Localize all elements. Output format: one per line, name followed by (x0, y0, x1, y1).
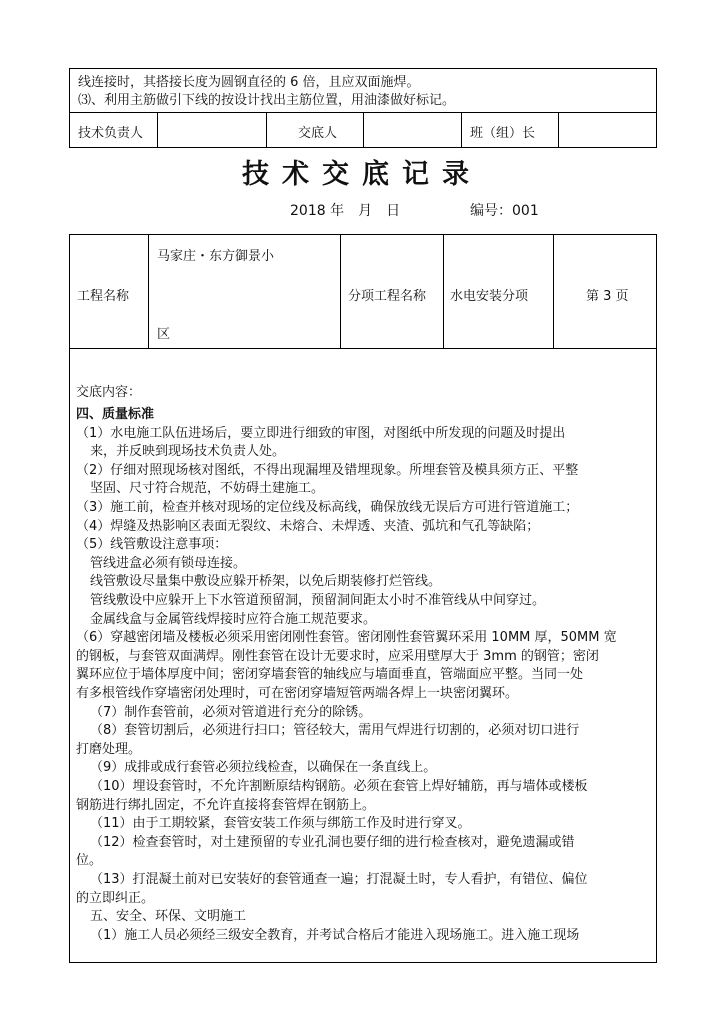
content-line: （10）埋设套管时，不允许割断原结构钢筋。必须在套管上焊好辅筋，再与墙体或楼板 (90, 779, 588, 794)
content-line: （8）套管切割后，必须进行扫口；管径较大，需用气焊进行切割的，必须对切口进行 (90, 723, 580, 739)
content-line: （2）仔细对照现场核对图纸，不得出现漏埋及错埋现象。所埋套管及模具须方正、平整 (76, 462, 579, 478)
content-line: （1）水电施工队伍进场后，要立即进行细致的审图，对图纸中所发现的问题及时提出 (76, 425, 566, 441)
content-line: 四、质量标准 (76, 407, 155, 422)
content-line: 五、安全、环保、文明施工 (90, 909, 247, 925)
info-col-2 (340, 234, 341, 349)
page-number: 第 3 页 (586, 289, 629, 304)
top-table-border-right (656, 68, 657, 148)
top-table-border-left (69, 68, 70, 148)
content-line: 有多根管线作穿墙密闭处理时，可在密闭穿墙短管两端各焊上一块密闭翼环。 (76, 686, 519, 701)
content-line: （5）线管敷设注意事项： (76, 537, 228, 553)
top-table-col-5 (558, 112, 559, 148)
content-line: （13）打混凝土前对已安装好的套管通查一遍；打混凝土时，专人看护，有错位、偏位 (90, 872, 588, 887)
main-table-info-divider (69, 348, 657, 349)
content-line: 金属线盒与金属管线焊接时应符合施工规范要求。 (90, 611, 377, 627)
date-line: 2018 年 月 日 (290, 203, 401, 219)
content-line: 打磨处理。 (76, 741, 142, 757)
top-table-col-2 (266, 112, 267, 148)
content-line: 钢筋进行绑扎固定，不允许直接将套管焊在钢筋上。 (76, 797, 376, 813)
briefer-label: 交底人 (298, 126, 338, 141)
top-table-col-4 (461, 112, 462, 148)
top-table-col-1 (157, 112, 158, 148)
main-table-border-top (69, 234, 657, 235)
subproject-label: 分项工程名称 (348, 289, 427, 304)
tech-lead-label: 技术负责人 (78, 126, 144, 141)
content-line: 线管敷设尽量集中敷设应躲开桥架，以免后期装修打烂管线。 (90, 574, 442, 590)
content-line: （11）由于工期较紧，套管安装工作须与绑筋工作及时进行穿叉。 (90, 816, 471, 832)
content-line: （7）制作套管前，必须对管道进行充分的除锈。 (90, 704, 372, 720)
info-col-1 (148, 234, 149, 349)
content-line: 翼环应位于墙体厚度中间；密闭穿墙套管的轴线应与墙面垂直，管端面应平整。当同一处 (76, 667, 584, 683)
top-text-line-2: ⑶、利用主筋做引下线的按设计找出主筋位置，用油漆做好标记。 (78, 93, 456, 108)
project-name-value-line-2: 区 (157, 327, 171, 342)
project-name-value-line-1: 马家庄・东方御景小 (157, 249, 275, 264)
subproject-value: 水电安装分项 (450, 289, 529, 304)
content-line: 的钢板，与套管双面满焊。刚性套管在设计无要求时，应采用壁厚大于 3mm 的钢管；密闭 (76, 648, 599, 664)
content-line: （4）焊缝及热影响区表面无裂纹、未熔合、未焊透、夹渣、弧坑和气孔等缺陷； (76, 518, 540, 534)
content-line: 的立即纠正。 (76, 890, 155, 906)
content-line: （6）穿越密闭墙及楼板必须采用密闭刚性套管。密闭刚性套管翼环采用 10MM 厚，50MM 宽 (76, 630, 617, 646)
content-line: （3）施工前，检查并核对现场的定位线及标高线，确保放线无误后方可进行管道施工； (76, 500, 579, 515)
content-line: 管线进盒必须有锁母连接。 (90, 555, 247, 571)
top-table-border-top (69, 68, 657, 69)
content-heading: 交底内容： (76, 385, 142, 400)
content-line: （9）成排或成行套管必须拉线检查，以确保在一条直线上。 (90, 760, 437, 776)
top-text-line-1: 线连接时，其搭接长度为圆钢直径的 6 倍，且应双面施焊。 (78, 75, 420, 90)
record-number: 编号：001 (470, 203, 539, 219)
page-title: 技术交底记录 (242, 159, 482, 190)
main-table-border-bottom (69, 962, 657, 963)
team-lead-label: 班（组）长 (470, 126, 536, 141)
project-name-label: 工程名称 (77, 289, 130, 304)
main-table-border-left (69, 234, 70, 963)
content-line: 来，并反映到现场技术负责人处。 (90, 444, 286, 460)
info-col-3 (443, 234, 444, 349)
top-table-col-3 (363, 112, 364, 148)
content-line: 位。 (76, 853, 103, 869)
info-col-4 (553, 234, 554, 349)
content-line: 管线敷设中应躲开上下水管道预留洞，预留洞间距太小时不准管线从中间穿过。 (90, 593, 546, 608)
main-table-border-right (656, 234, 657, 963)
content-line: 坚固、尺寸符合规范，不妨碍土建施工。 (90, 481, 325, 497)
content-line: （12）检查套管时，对土建预留的专业孔洞也要仔细的进行检查核对，避免遗漏或错 (90, 834, 575, 850)
content-line: （1）施工人员必须经三级安全教育，并考试合格后才能进入现场施工。进入施工现场 (90, 927, 580, 943)
